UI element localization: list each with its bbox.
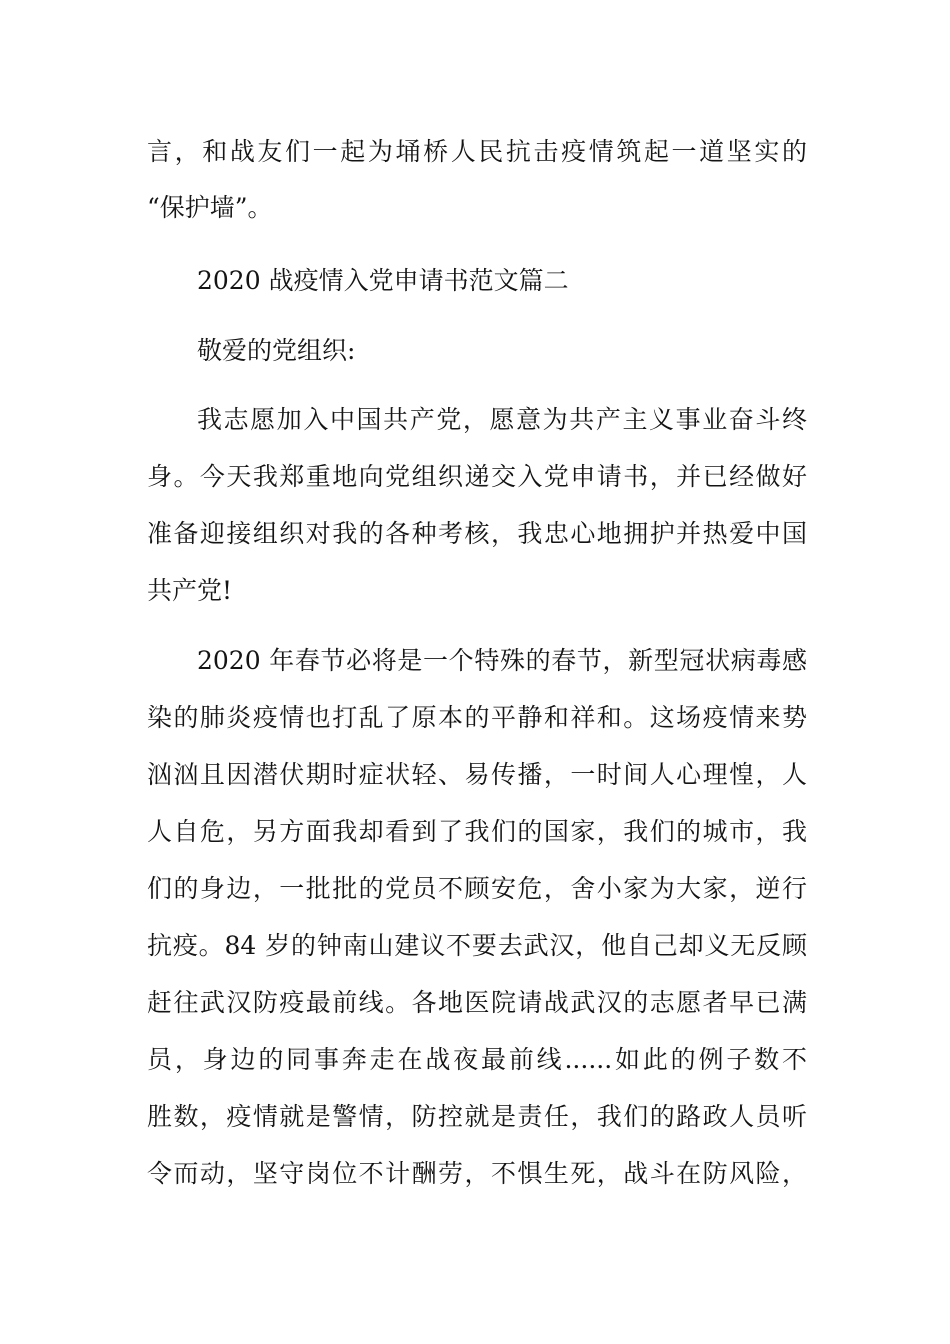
text-line: “保护墙”。 [147,193,273,222]
text-line: 员，身边的同事奔走在战夜最前线......如此的例子数不 [147,1045,807,1074]
text-line: 令而动，坚守岗位不计酬劳，不惧生死，战斗在防风险， [147,1159,807,1188]
text-line: 胜数，疫情就是警情，防控就是责任，我们的路政人员听 [147,1102,807,1131]
text-line: 准备迎接组织对我的各种考核，我忠心地拥护并热爱中国 [147,519,807,548]
text-line: 染的肺炎疫情也打乱了原本的平静和祥和。这场疫情来势 [147,703,807,732]
text-line: 共产党! [147,576,233,605]
text-line: 身。今天我郑重地向党组织递交入党申请书，并已经做好 [147,462,807,491]
text-line: 我志愿加入中国共产党，愿意为共产主义事业奋斗终 [197,405,807,434]
text-line: 赶往武汉防疫最前线。各地医院请战武汉的志愿者早已满 [147,988,807,1017]
text-line: 言，和战友们一起为埇桥人民抗击疫情筑起一道坚实的 [147,137,807,166]
text-line: 2020 年春节必将是一个特殊的春节，新型冠状病毒感 [197,646,807,675]
text-line: 人自危，另方面我却看到了我们的国家，我们的城市，我 [147,817,807,846]
section-heading: 2020 战疫情入党申请书范文篇二 [197,266,569,295]
text-line: 汹汹且因潜伏期时症状轻、易传播，一时间人心理惶，人 [147,760,807,789]
text-line: 抗疫。84 岁的钟南山建议不要去武汉，他自己却义无反顾 [147,931,807,960]
text-line: 们的身边，一批批的党员不顾安危，舍小家为大家，逆行 [147,874,807,903]
salutation: 敬爱的党组织: [197,336,356,365]
